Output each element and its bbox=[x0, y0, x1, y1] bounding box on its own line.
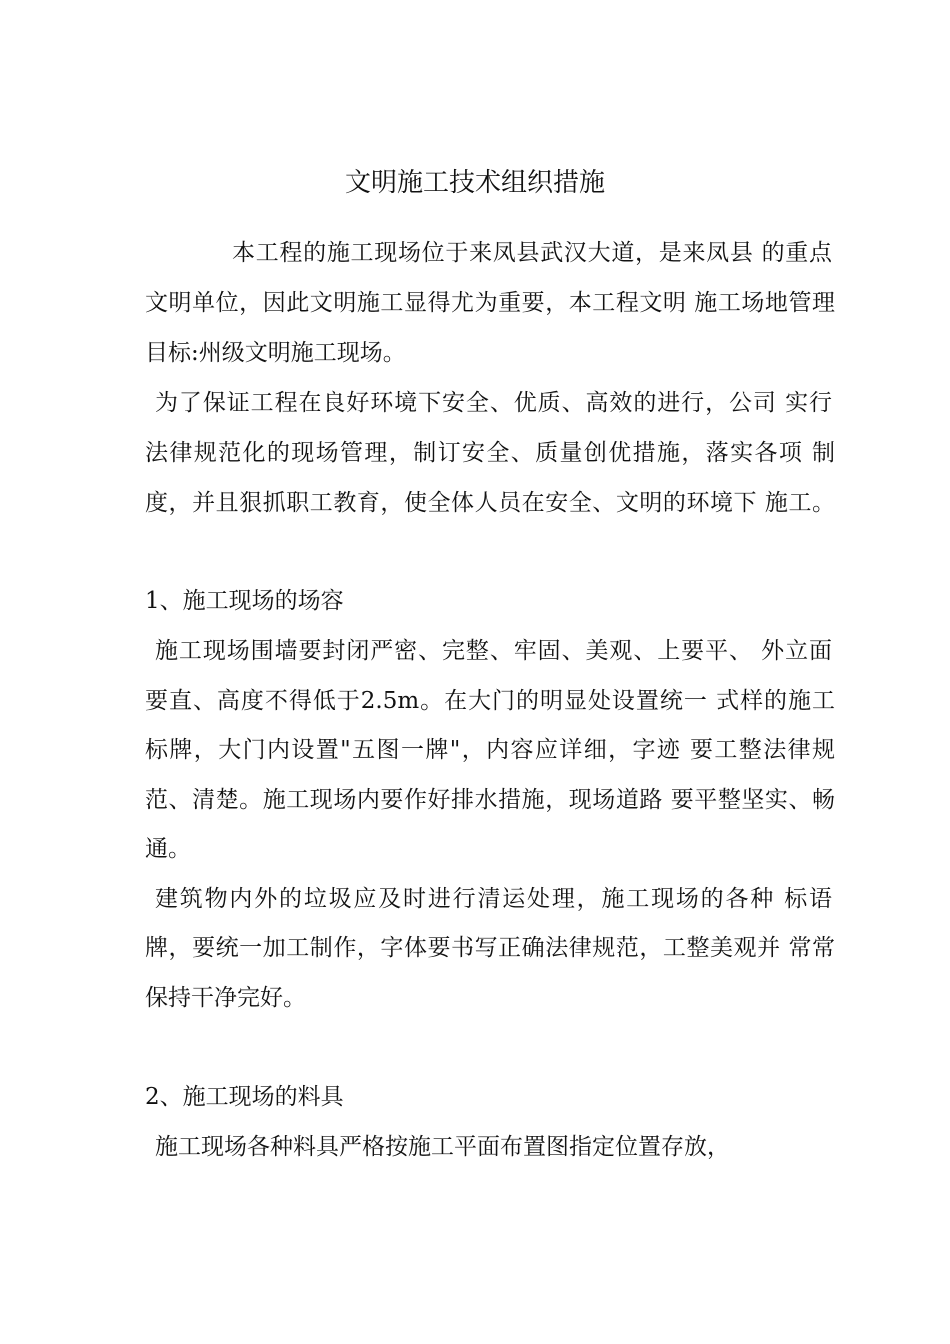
paragraph-line: 法律规范化的现场管理，制订安全、质量创优措施，落实各项 制 bbox=[145, 440, 835, 466]
paragraph-line: 本工程的施工现场位于来凤县武汉大道，是来凤县 的重点 bbox=[232, 240, 832, 266]
section-heading: 2、施工现场的料具 bbox=[145, 1084, 344, 1110]
document-title: 文明施工技术组织措施 bbox=[344, 168, 605, 198]
paragraph-line: 为了保证工程在良好环境下安全、优质、高效的进行，公司 实行 bbox=[155, 390, 832, 416]
paragraph-line: 建筑物内外的垃圾应及时进行清运处理，施工现场的各种 标语 bbox=[155, 886, 832, 912]
paragraph-line: 施工现场围墙要封闭严密、完整、牢固、美观、上要平、 外立面 bbox=[155, 638, 832, 664]
section-heading: 1、施工现场的场容 bbox=[145, 588, 344, 614]
paragraph-line: 要直、高度不得低于2.5m。在大门的明显处设置统一 式样的施工 bbox=[145, 688, 835, 714]
paragraph-line: 保持干净完好。 bbox=[145, 985, 306, 1011]
paragraph-line: 目标:州级文明施工现场。 bbox=[145, 340, 406, 366]
paragraph-line: 通。 bbox=[145, 836, 191, 862]
paragraph-line: 施工现场各种料具严格按施工平面布置图指定位置存放， bbox=[155, 1134, 730, 1160]
paragraph-line: 范、清楚。施工现场内要作好排水措施，现场道路 要平整坚实、畅 bbox=[145, 787, 835, 813]
paragraph-line: 牌，要统一加工制作，字体要书写正确法律规范，工整美观并 常常 bbox=[145, 935, 835, 961]
paragraph-line: 度，并且狠抓职工教育，使全体人员在安全、文明的环境下 施工。 bbox=[145, 490, 835, 516]
paragraph-line: 标牌，大门内设置"五图一牌"，内容应详细，字迹 要工整法律规 bbox=[145, 737, 835, 763]
paragraph-line: 文明单位，因此文明施工显得尤为重要，本工程文明 施工场地管理 bbox=[145, 290, 835, 316]
